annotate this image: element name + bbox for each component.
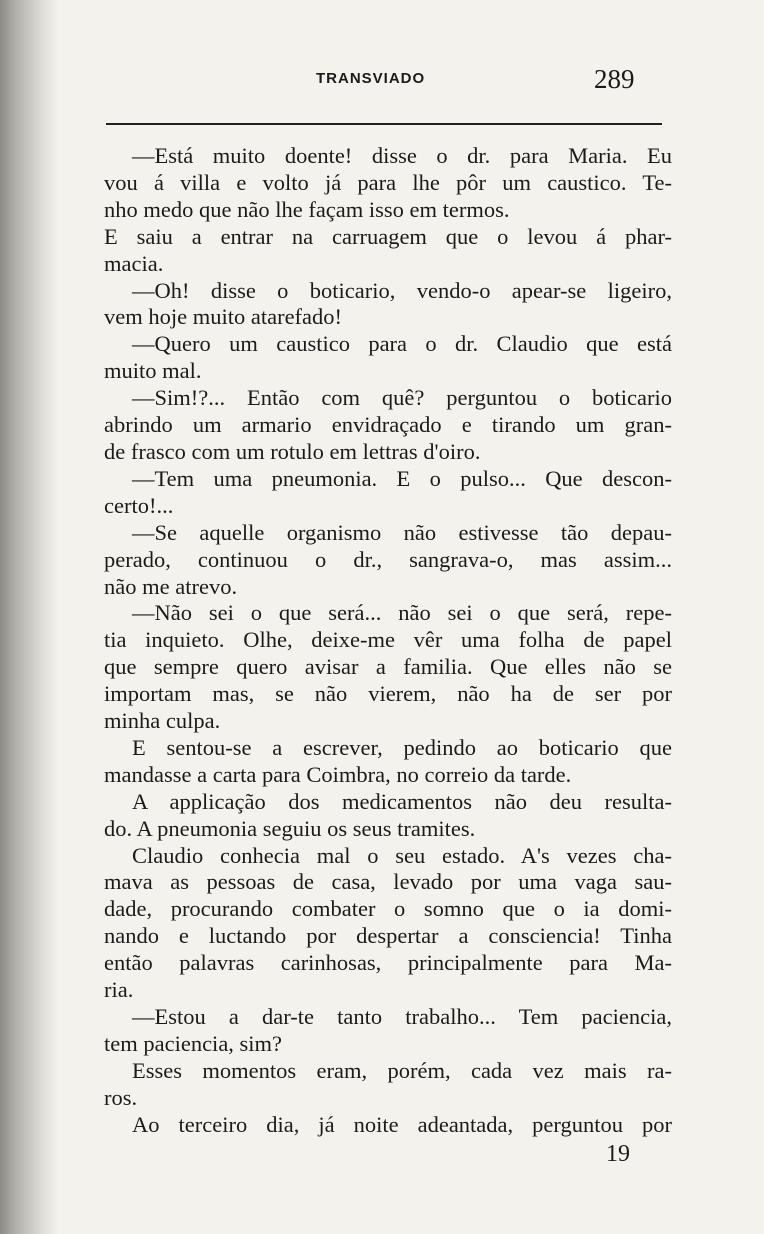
page-number: 289 <box>594 64 635 94</box>
text-line: ros. <box>104 1084 138 1110</box>
text-line: dade, procurando combater o somno que o ia domi- <box>104 896 672 922</box>
text-line: Ao terceiro dia, já noite adeantada, perguntou por <box>132 1111 672 1137</box>
book-gutter-shadow <box>0 0 58 1234</box>
text-line: A applicação dos medicamentos não deu resulta- <box>132 788 672 814</box>
text-line: vou á villa e volto já para lhe pôr um caustico. Te- <box>104 169 672 195</box>
text-line: —Oh! disse o boticario, vendo-o apear-se ligeiro, <box>132 277 672 303</box>
running-head-title: TRANSVIADO <box>316 70 426 87</box>
signature-mark: 19 <box>606 1141 630 1167</box>
text-line: Claudio conhecia mal o seu estado. A's vezes cha- <box>132 842 672 868</box>
text-line: minha culpa. <box>104 708 221 734</box>
body-text <box>104 143 672 1139</box>
text-line: —Se aquelle organismo não estivesse tão depau- <box>132 519 672 545</box>
text-line: de frasco com um rotulo em lettras d'oiro. <box>104 438 481 464</box>
text-line: certo!... <box>104 492 174 518</box>
text-line: —Não sei o que será... não sei o que será, repe- <box>132 600 672 626</box>
text-line: vem hoje muito atarefado! <box>104 304 343 330</box>
text-line: tia inquieto. Olhe, deixe-me vêr uma folha de papel <box>104 627 672 653</box>
text-line: do. A pneumonia seguiu os seus tramites. <box>104 815 476 841</box>
text-line: não me atrevo. <box>104 573 238 599</box>
text-line: abrindo um armario envidraçado e tirando um gran- <box>104 412 672 438</box>
text-line: nho medo que não lhe façam isso em termos. <box>104 196 510 222</box>
text-line: ria. <box>104 977 134 1003</box>
text-line: —Quero um caustico para o dr. Claudio que está <box>132 331 672 357</box>
text-line: Esses momentos eram, porém, cada vez mais ra- <box>132 1057 672 1083</box>
text-line: tem paciencia, sim? <box>104 1030 283 1056</box>
text-line: —Sim!?... Então com quê? perguntou o boticario <box>132 385 672 411</box>
text-line: macia. <box>104 250 164 276</box>
text-line: muito mal. <box>104 358 202 384</box>
text-line: mava as pessoas de casa, levado por uma vaga sau- <box>104 869 672 895</box>
text-line: nando e luctando por despertar a consciencia! Tinha <box>104 923 672 949</box>
header-rule <box>106 123 662 125</box>
text-line: —Estou a dar-te tanto trabalho... Tem paciencia, <box>132 1004 672 1029</box>
text-line: então palavras carinhosas, principalmente para Ma- <box>104 950 672 976</box>
text-line: perado, continuou o dr., sangrava-o, mas assim... <box>104 546 672 572</box>
text-line: —Está muito doente! disse o dr. para Maria. Eu <box>132 143 672 168</box>
text-line: —Tem uma pneumonia. E o pulso... Que descon- <box>132 465 672 491</box>
text-line: importam mas, se não vierem, não ha de ser por <box>104 681 672 707</box>
text-line: E sentou-se a escrever, pedindo ao boticario que <box>132 734 672 760</box>
text-line: mandasse a carta para Coimbra, no correio da tarde. <box>104 761 572 787</box>
text-line: E saiu a entrar na carruagem que o levou á phar- <box>104 223 672 249</box>
text-line: que sempre quero avisar a familia. Que elles não se <box>104 654 672 680</box>
